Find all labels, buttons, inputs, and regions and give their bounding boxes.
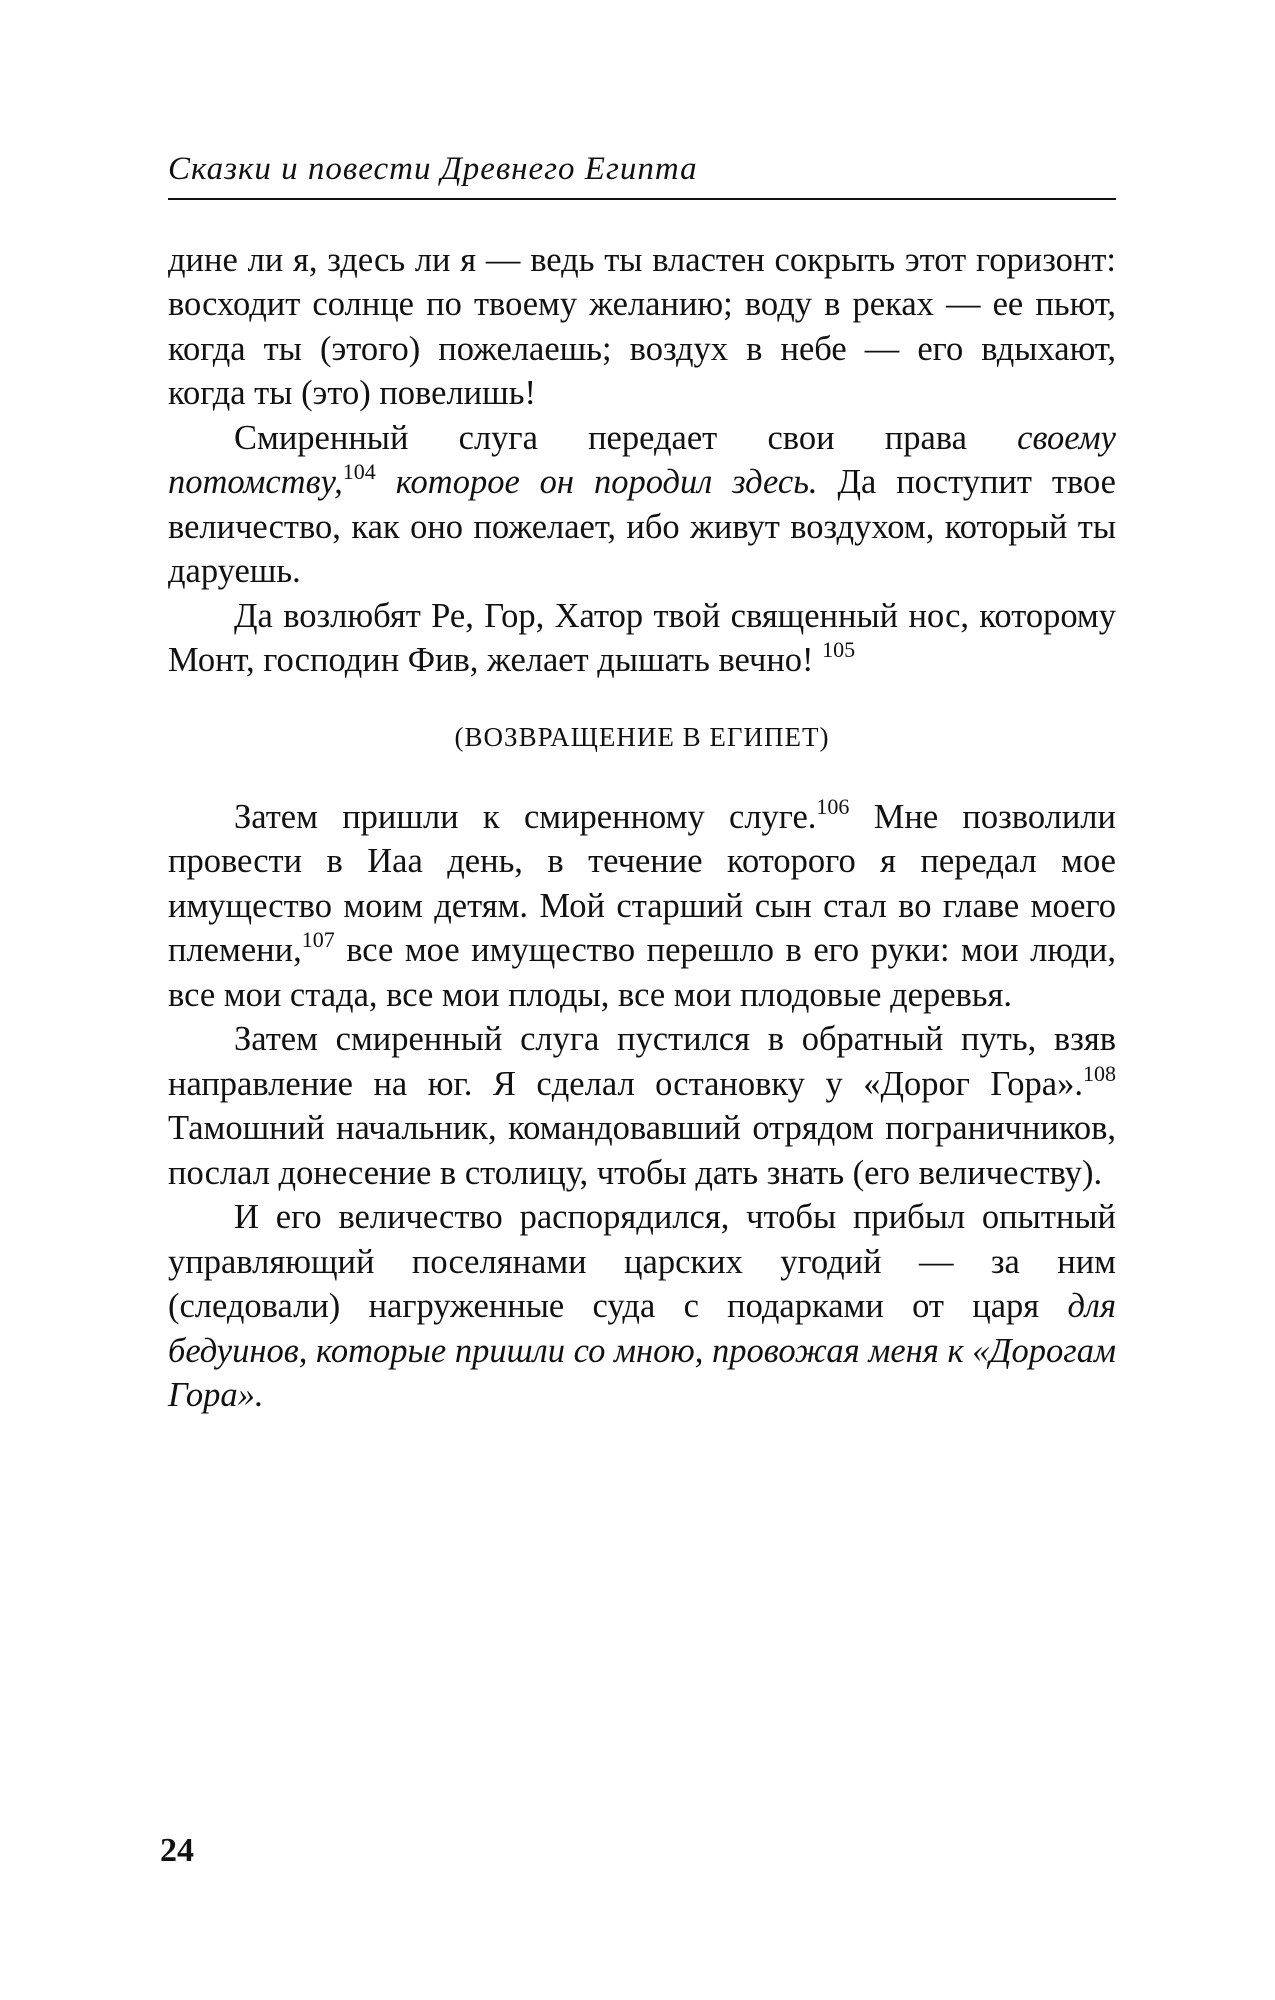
- paragraph: [168, 1195, 1116, 1418]
- text-segment: Да поступит твое величество, как оно пожелает, ибо живут воздухом, который ты даруешь.: [168, 463, 1116, 591]
- text-segment: Мне позволили провести в Иаа день, в течение которого я передал мое имущество моим детям. Мой старший сын стал во главе моего племени,: [168, 797, 1116, 970]
- text-segment: Тамошний начальник, командовавший отрядом пограничников, послал донесение в столицу, чтобы дать знать (его величеству).: [168, 1109, 1116, 1192]
- footnote-ref: 107: [301, 927, 335, 953]
- footnote-ref: 104: [342, 459, 376, 485]
- paragraph: [168, 1017, 1116, 1195]
- paragraph: [168, 594, 1116, 683]
- footnote-ref: 105: [822, 637, 856, 663]
- paragraph: [168, 416, 1116, 594]
- text-segment: которое он породил здесь.: [375, 463, 818, 502]
- section-heading: (ВОЗВРАЩЕНИЕ В ЕГИПЕТ): [454, 721, 830, 752]
- page-number: 24: [160, 1832, 194, 1869]
- footnote-ref: 106: [816, 793, 850, 819]
- book-page: [168, 150, 1116, 1418]
- text-segment: Затем смиренный слуга пустился в обратный путь, взяв направление на юг. Я сделал остановку у «Дорог Гора».: [168, 1020, 1116, 1103]
- text-segment: Затем пришли к смиренному слуге.: [234, 797, 817, 836]
- text-segment: все мое имущество перешло в его руки: мои люди, все мои стада, все мои плоды, все мои плодовые деревья.: [168, 931, 1116, 1014]
- text-segment: своему потомству,: [168, 418, 1116, 502]
- text-segment: И его величество распорядился, чтобы прибыл опытный управляющий поселянами царских угодий — за ним (следовали) нагруженные суда с подарками от царя: [168, 1198, 1116, 1326]
- text-segment: для бедуинов, которые пришли со мною, провожая меня к «Дорогам Гора».: [168, 1287, 1116, 1415]
- paragraph: [168, 238, 1116, 416]
- text-segment: Да возлюбят Ре, Гор, Хатор твой священный нос, которому Монт, господин Фив, желает дышать вечно!: [168, 596, 1116, 680]
- running-title: Сказки и повести Древнего Египта: [168, 150, 1116, 200]
- text-block-2: [168, 795, 1116, 1418]
- text-segment: Смиренный слуга передает свои права: [234, 418, 1018, 457]
- paragraph: [168, 795, 1116, 1018]
- text-segment: дине ли я, здесь ли я — ведь ты властен сокрыть этот горизонт: восходит солнце по твоему желанию; воду в реках — ее пьют, когда ты (этого) пожелаешь; воздух в небе — его вдыхают, когда ты (это) повелишь!: [168, 240, 1116, 413]
- text-block-1: [168, 238, 1116, 683]
- footnote-ref: 108: [1083, 1060, 1116, 1086]
